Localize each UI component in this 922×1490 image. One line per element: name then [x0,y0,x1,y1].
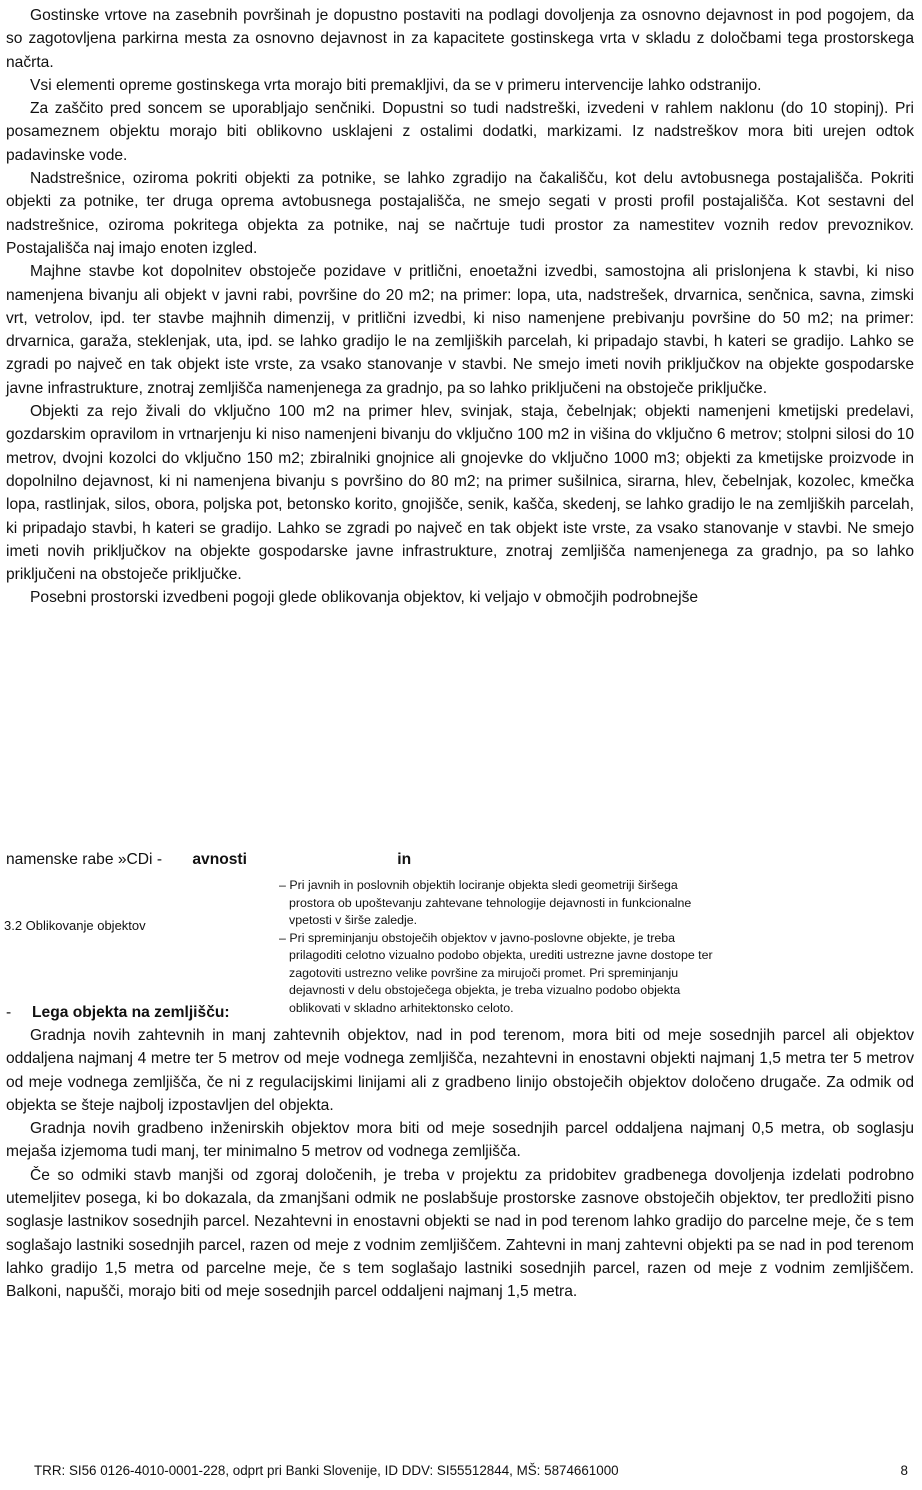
bullet-line: prostora ob upoštevanju zahtevane tehnologije dejavnosti in funkcionalne [289,895,692,910]
cdi-intro: Posebni prostorski izvedbeni pogoji glede oblikovanja objektov, ki veljajo v območjih podrobnejše [30,589,699,607]
bullet-line: dejavnosti v delu obstoječega objekta, je treba vizualno podobo objekta [289,983,681,997]
bullet-line: vpetosti v širše zaledje. [289,913,418,927]
lega-paragraph: Gradnja novih gradbeno inženirskih objektov mora biti od meje sosednjih parcel oddaljena najmanj 0,5 metra, ob soglasju mejaša izjemoma tudi manj, ter minimalno 5 metrov od vodnega zemljišča. [6,1120,914,1161]
lega-paragraph: Če so odmiki stavb manjši od zgoraj določenih, je treba v projektu za pridobitev gradbenega dovoljenja izdelati podrobno utemeljitev posega, ki bo dokazala, da zmanjšani odmik ne poslabšuje prostorske zasnove obstoječih objektov, ter predložiti pisno soglasje lastnikov sosednjih parcel. Nezahtevni in enostavni objekti se nad in pod terenom lahko gradijo do parcelne meje, če s tem soglašajo lastniki sosednjih parcel, razen od meje z vodnim zemljiščem. Zahtevni in manj zahtevni objekti pa se nad in pod terenom lahko gradijo 1,5 metra od parcelne meje, če s tem soglašajo lastniki sosednjih parcel, razen od meje z vodnim zemljiščem. Balkoni, napušči, morajo biti od meje sosednjih parcel oddaljeni najmanj 1,5 metra. [6,1166,914,1301]
bullet-line: oblikovati v skladno arhitektonsko celoto. [289,1000,514,1015]
page-number: 8 [900,1463,908,1478]
list-item [279,877,922,895]
body-paragraph: Gostinske vrtove na zasebnih površinah je dopustno postaviti na podlagi dovoljenja za osnovno dejavnost in pod pogojem, da so zagotovljena parkirna mesta za osnovno dejavnost in za kapacitete gostinskega vrta v skladu z določbami tega prostorskega načrta. [6,7,914,71]
body-text [6,4,914,610]
bullet-line: prilagoditi celotno vizualno podobo objekta, urediti ustrezne javne dostope ter [289,948,713,962]
body-paragraph: Majhne stavbe kot dopolnitev obstoječe pozidave v pritlični, enoetažni izvedbi, samostojna ali prislonjena k stavbi, ki niso namenjena bivanju ali objekt v javni rabi, površine do 20 m2; na primer: lopa, uta, nadstrešek, drvarnica, senčnica, savna, zimski vrt, vetrolov, ipd. ter stavbe majhnih dimenzij, v pritlični izvedbi, ki niso namenjene prebivanju površine do 50 m2; na primer: drvarnica, garaža, steklenjak, uta, ipd. se lahko gradijo le na zemljiških parcelah, ki pripadajo stavbi, h kateri se gradijo. Lahko se zgradi po največ en tak objekt iste vrste, za vsako stanovanje v stavbi. Ne smejo imeti novih priključkov na objekte gospodarske javne infrastrukture, znotraj zemljišča namenjenega za gradnjo, pa so lahko priključeni na obstoječe priključke. [6,263,914,397]
lega-heading-text: Lega objekta na zemljišču: [32,1004,230,1021]
body-paragraph: Vsi elementi opreme gostinskega vrta morajo biti premakljivi, da se v primeru intervencije lahko odstranijo. [30,76,762,94]
lega-paragraph: Gradnja novih zahtevnih in manj zahtevnih objektov, nad in pod terenom, mora biti od meje sosednjih parcel ali objektov oddaljena najmanj 4 metre ter 5 metrov od meje vodnega zemljišča, nezahtevni in enostavni objekti najmanj 1,5 metra ter 5 metrov od meje vodnega zemljišča, če ni z regulacijskimi linijami ali z gradbeno linijo obstoječih objektov določeno drugače. Za odmik od objekta se šteje najbolj izpostavljen del objekta. [6,1027,914,1114]
cdi-line-mid: avnosti [192,851,247,868]
bank-info: TRR: SI56 0126-4010-0001-228, odprt pri Banki Slovenije, ID DDV: SI55512844, MŠ: 5874661000 [34,1463,619,1478]
lega-section [6,1001,914,1304]
cdi-line-start: namenske rabe »CDi - [6,851,163,868]
section-label: 3.2 Oblikovanje objektov [4,918,146,933]
bullet-first-line: Pri javnih in poslovnih objektih lociranje objekta sledi geometriji širšega [289,878,678,892]
cdi-zone-line [6,848,922,871]
bullet-first-line: Pri spreminjanju obstoječih objektov v javno-poslovne objekte, je treba [289,930,676,945]
conditions-list [279,877,922,1017]
bullet-dash: – [279,878,286,892]
bullet-dash: – [279,930,286,945]
body-paragraph: Objekti za rejo živali do vključno 100 m2 na primer hlev, svinjak, staja, čebelnjak; objekti namenjeni kmetijski predelavi, gozdarskim opravilom in vrtnarjenju ki niso namenjeni bivanju do vključno 100 m2 in višina do vključno 6 metrov; stolpni silosi do 10 metrov, dvojni kozolci do vključno 150 m2; zbiralniki gnojnice ali gnojevke do vključno 1000 m3; objekti za kmetijske proizvode in dopolnilno dejavnost, ki ni namenjena bivanju s površino do 80 m2; na primer sušilnica, sirarna, hlev, čebelnjak, kozolec, kmečka lopa, rastlinjak, silos, obora, poljska pot, betonsko korito, gnojišče, senik, kašča, skedenj, se lahko gradijo le na zemljiških parcelah, ki pripadajo stavbi, h kateri se gradijo. Lahko se zgradi po največ en tak objekt iste vrste, za vsako stanovanje v stavbi. Ne smejo imeti novih priključkov na objekte gospodarske javne infrastrukture, znotraj zemljišča namenjenega za gradnjo, pa so lahko priključeni na obstoječe priključke. [6,403,914,584]
body-paragraph: Za zaščito pred soncem se uporabljajo senčniki. Dopustni so tudi nadstreški, izvedeni v rahlem naklonu (do 10 stopinj). Pri posameznem objektu morajo biti oblikovno usklajeni z ostalimi dodatki, markizami. Iz nadstreškov mora biti urejen odtok padavinske vode. [6,100,914,164]
cdi-line-end: in [397,851,412,868]
heading-dash: - [6,1004,12,1021]
lega-heading [6,1001,914,1024]
page-footer [34,1462,908,1480]
bullet-line: zagotoviti ustrezno velike površine za mirujoči promet. Pri spreminjanju [289,965,679,980]
list-item [279,930,922,948]
body-paragraph: Nadstrešnice, oziroma pokriti objekti za potnike, se lahko zgradijo na čakališču, kot delu avtobusnega postajališča. Pokriti objekti za potnike, ter druga oprema avtobusnega postajališča, ne smejo segati v prosti profil postajališča. Kot sestavni del nadstrešnice, oziroma pokritega objekta za potnike, naj se načrtuje tudi prostor za namestitev voznih redov prevoznikov. Postajališča naj imajo enoten izgled. [6,170,914,257]
